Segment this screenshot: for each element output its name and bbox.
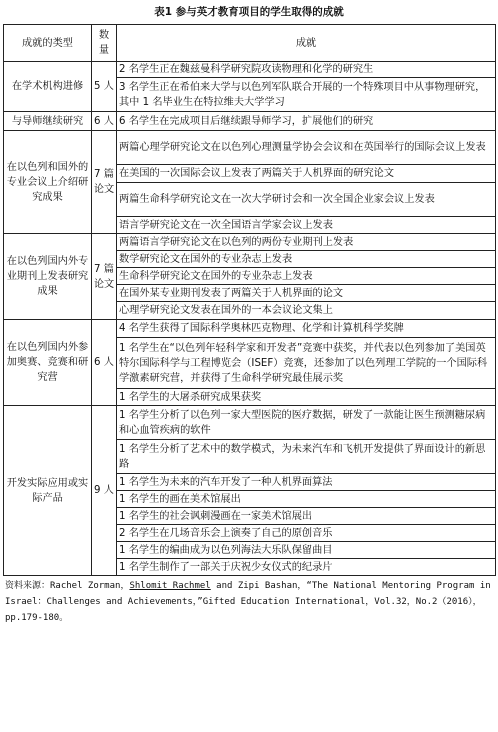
achievement-cell: 两篇生命科学研究论文在一次大学研讨会和一次全国企业家会议上发表 [117, 183, 496, 217]
achievement-cell: 1 名学生分析了艺术中的数学模式，为未来汽车和飞机开发提供了界面设计的新思路 [117, 440, 496, 474]
achievement-cell: 两篇语言学研究论文在以色列的两份专业期刊上发表 [117, 234, 496, 251]
table-row [4, 112, 496, 131]
header-category: 成就的类型 [4, 25, 92, 62]
table-row [4, 320, 496, 338]
table-row [4, 234, 496, 251]
source-rest: and Zipi Bashan，“The National Mentoring Program in Israel：Challenges and Achievements，”Gifted Education International，Vol.32，No.2（2016），pp.179-180。 [5, 581, 491, 623]
source-note [3, 576, 495, 626]
table-row [4, 62, 496, 78]
count-cell: 6 人 [92, 320, 117, 406]
header-achievement: 成就 [117, 25, 496, 62]
achievement-cell: 1 名学生制作了一部关于庆祝少女仪式的纪录片 [117, 559, 496, 576]
table-header-row [4, 25, 496, 62]
header-count: 数量 [92, 25, 117, 62]
achievement-cell: 6 名学生在完成项目后继续跟导师学习，扩展他们的研究 [117, 112, 496, 131]
category-cell: 开发实际应用或实际产品 [4, 406, 92, 576]
category-cell: 在以色列国内外专业期刊上发表研究成果 [4, 234, 92, 320]
count-cell: 5 人 [92, 62, 117, 112]
count-cell: 6 人 [92, 112, 117, 131]
table-title: 表1 参与英才教育项目的学生取得的成就 [154, 6, 344, 18]
achievement-cell: 1 名学生为未来的汽车开发了一种人机界面算法 [117, 474, 496, 491]
achievement-cell: 1 名学生分析了以色列一家大型医院的医疗数据，研发了一款能让医生预测糖尿病和心血管疾病的软件 [117, 406, 496, 440]
achievement-cell: 2 名学生正在魏兹曼科学研究院攻读物理和化学的研究生 [117, 62, 496, 78]
achievement-cell: 4 名学生获得了国际科学奥林匹克物理、化学和计算机科学奖牌 [117, 320, 496, 338]
count-cell: 9 人 [92, 406, 117, 576]
achievement-cell: 1 名学生在“以色列年轻科学家和开发者”竞赛中获奖，并代表以色列参加了美国英特尔国际科学与工程博览会（ISEF）竞赛，还参加了以色列理工学院的一个国际科学激素研究营，并获得了生命科学研究最佳展示奖 [117, 338, 496, 389]
achievement-cell: 心理学研究论文发表在国外的一本会议论文集上 [117, 302, 496, 320]
source-prefix: 资料来源：Rachel Zorman， [5, 581, 130, 591]
achievement-cell: 1 名学生的画在美术馆展出 [117, 491, 496, 508]
category-cell: 与导师继续研究 [4, 112, 92, 131]
achievement-cell: 在美国的一次国际会议上发表了两篇关于人机界面的研究论文 [117, 165, 496, 183]
achievement-cell: 生命科学研究论文在国外的专业杂志上发表 [117, 268, 496, 285]
achievements-table [3, 24, 496, 576]
table-row [4, 406, 496, 440]
source-author-underlined: Shlomit Rachmel [129, 581, 211, 591]
achievement-cell: 两篇心理学研究论文在以色列心理测量学协会会议和在英国举行的国际会议上发表 [117, 131, 496, 165]
achievement-cell: 2 名学生在几场音乐会上演奏了自己的原创音乐 [117, 525, 496, 542]
category-cell: 在以色列和国外的专业会议上介绍研究成果 [4, 131, 92, 234]
achievement-cell: 1 名学生的编曲成为以色列海法大乐队保留曲目 [117, 542, 496, 559]
achievement-cell: 在国外某专业期刊发表了两篇关于人机界面的论文 [117, 285, 496, 302]
achievement-cell: 1 名学生的社会讽刺漫画在一家美术馆展出 [117, 508, 496, 525]
table-row [4, 131, 496, 165]
achievement-cell: 3 名学生正在希伯来大学与以色列军队联合开展的一个特殊项目中从事物理研究，其中 1 名毕业生在特拉维夫大学学习 [117, 78, 496, 112]
count-cell: 7 篇论文 [92, 234, 117, 320]
achievement-cell: 语言学研究论文在一次全国语言学家会议上发表 [117, 217, 496, 234]
category-cell: 在学术机构进修 [4, 62, 92, 112]
achievement-cell: 数学研究论文在国外的专业杂志上发表 [117, 251, 496, 268]
table-body [4, 62, 496, 576]
achievement-cell: 1 名学生的大屠杀研究成果获奖 [117, 389, 496, 406]
category-cell: 在以色列国内外参加奥赛、竞赛和研究营 [4, 320, 92, 406]
count-cell: 7 篇论文 [92, 131, 117, 234]
